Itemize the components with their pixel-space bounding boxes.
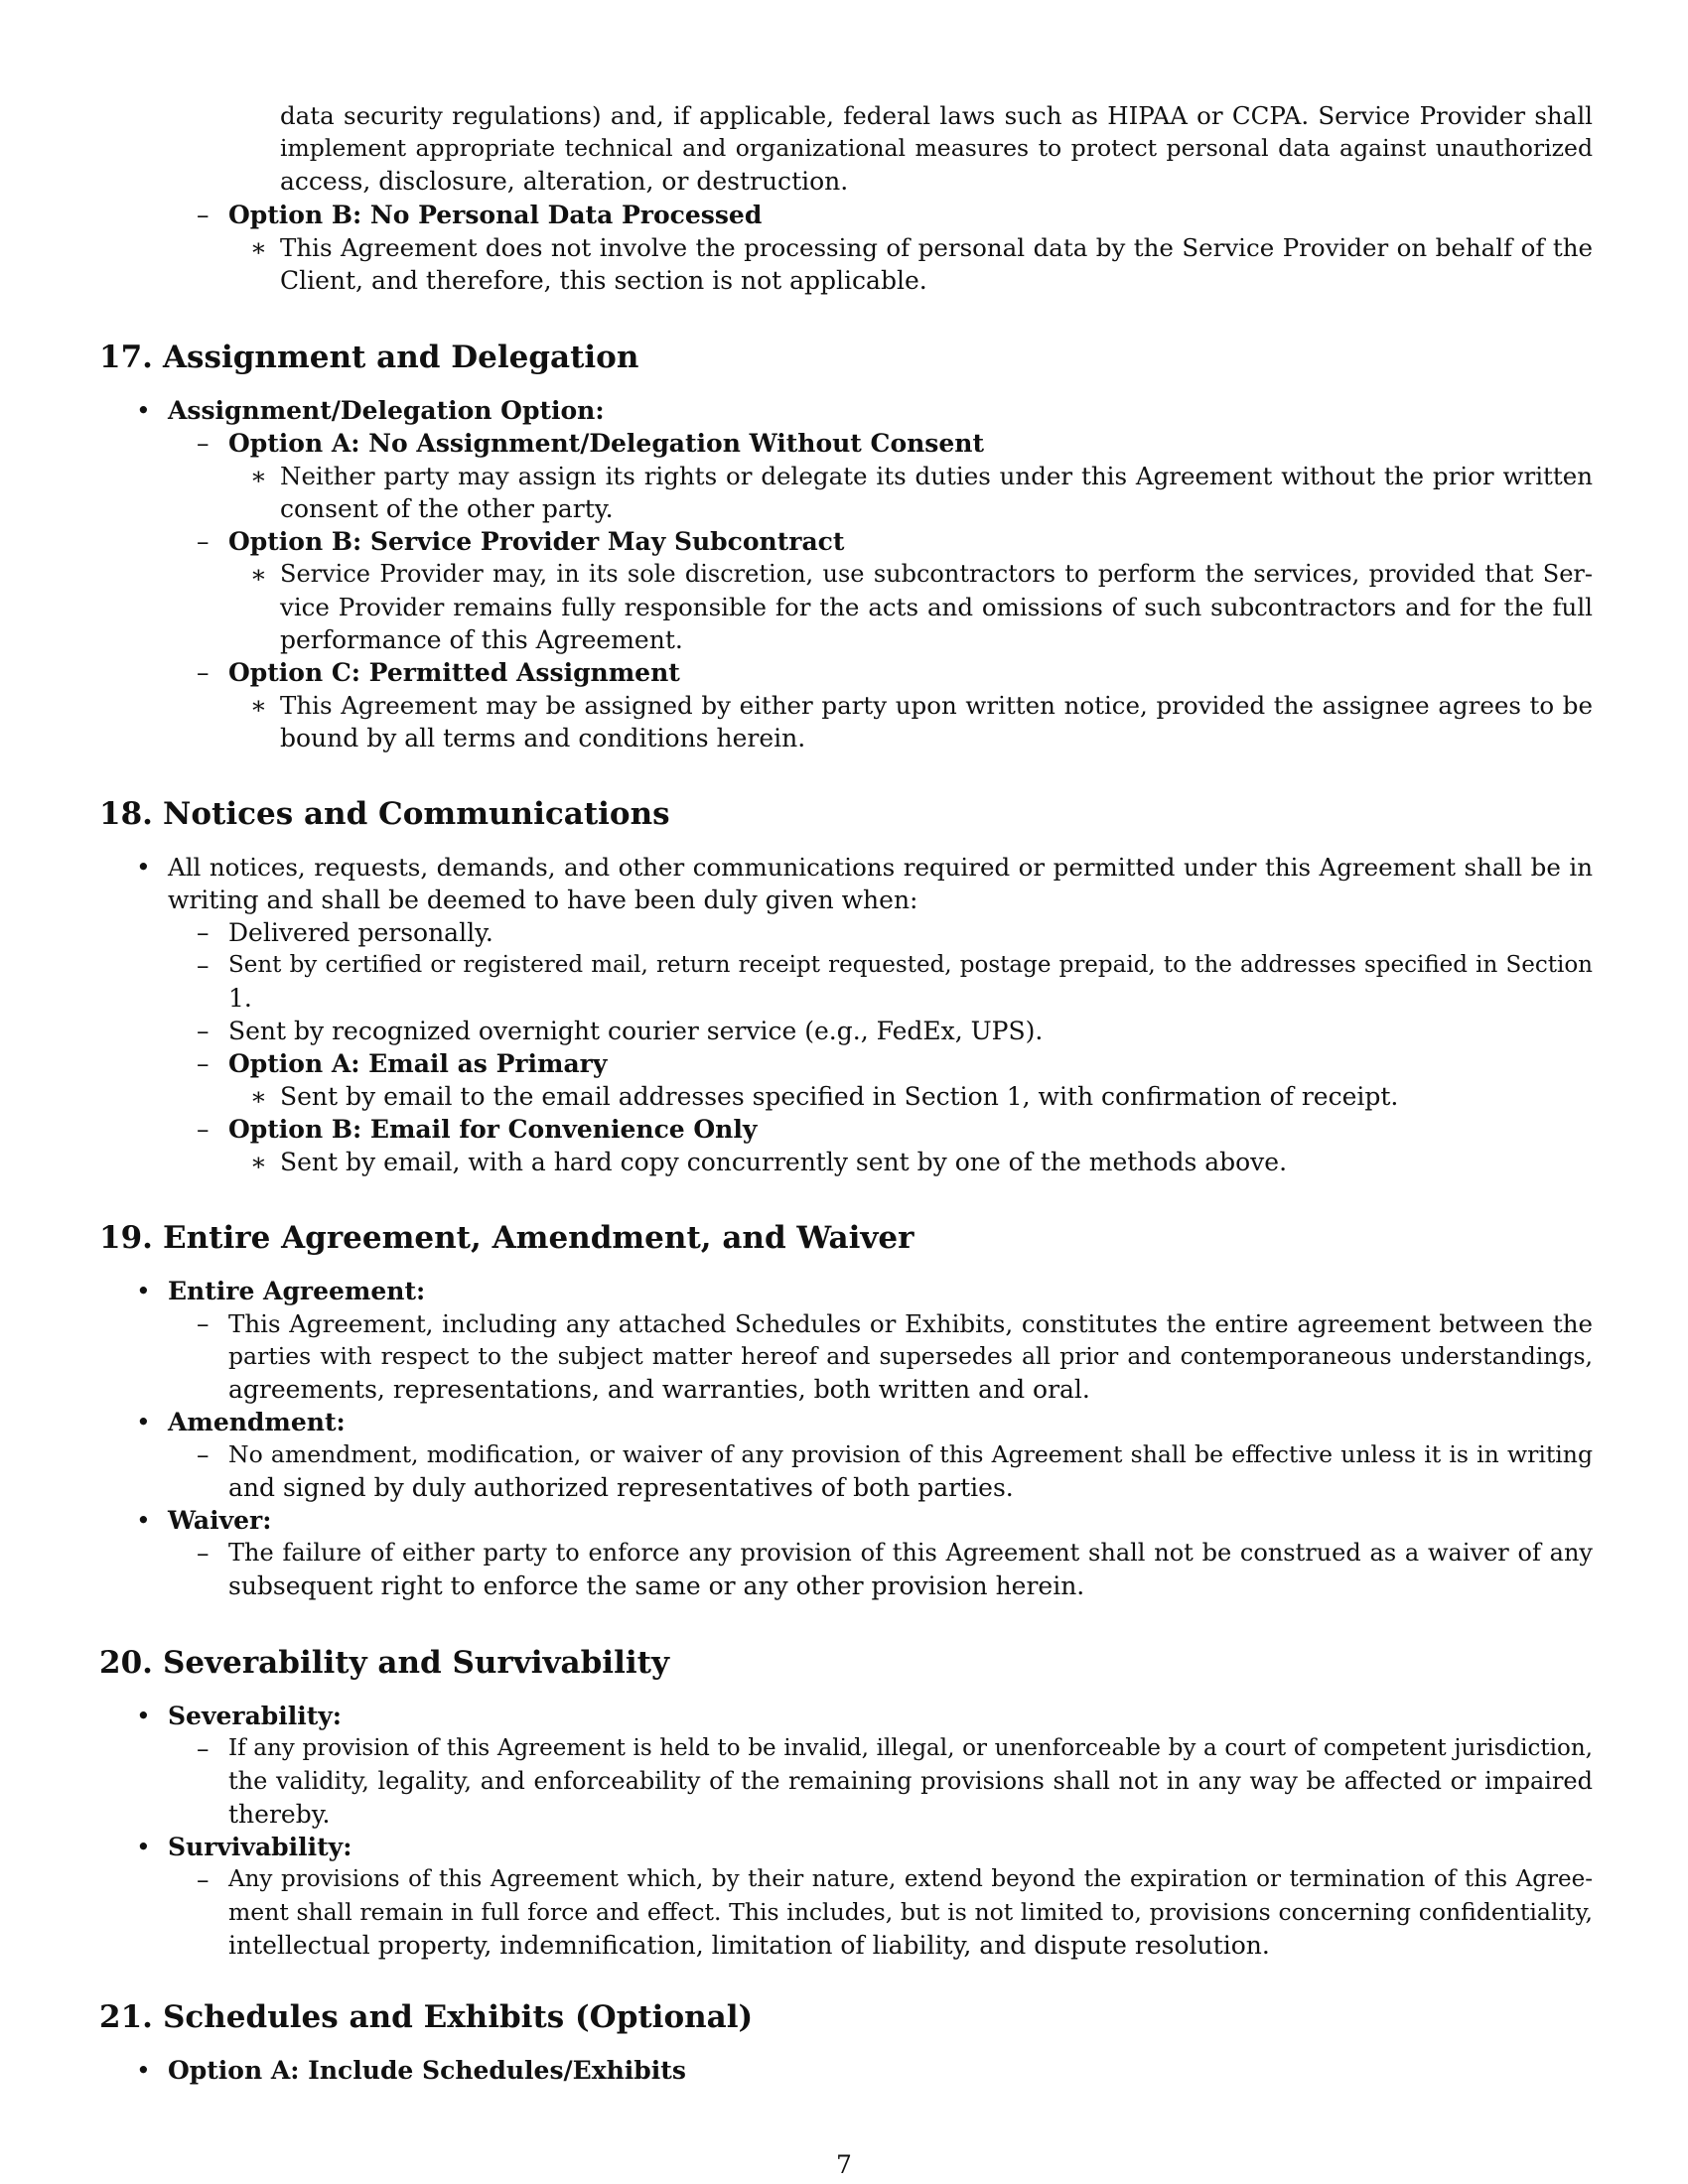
paragraph-line: thereby. [228,1800,331,1829]
asterisk-marker: ∗ [250,1148,267,1176]
option-label: Option B: Service Provider May Subcontract [228,527,845,556]
asterisk-marker: ∗ [250,560,267,589]
bullet-label: Option A: Include Schedules/Exhibits [168,2056,686,2085]
paragraph-line: 1. [228,984,252,1013]
asterisk-marker: ∗ [250,233,267,262]
dash-marker: – [197,1539,210,1568]
bullet-marker: • [136,2056,151,2085]
paragraph-line: consent of the other party. [280,494,614,523]
paragraph-line: Client, and therefore, this section is not applicable. [280,266,927,295]
dash-marker: – [197,1865,210,1894]
list-item: Sent by recognized overnight courier service (e.g., FedEx, UPS). [228,1017,1044,1045]
paragraph-line: writing and shall be deemed to have been duly given when: [168,886,918,914]
bullet-marker: • [136,1408,151,1436]
dash-marker: – [197,1734,210,1763]
paragraph-line: data security regulations) and, if applicable, federal laws such as HIPAA or CCPA. Service Provider shall [280,101,1593,130]
dash-marker: – [197,951,210,980]
bullet-marker: • [136,1506,151,1535]
bullet-marker: • [136,1833,151,1861]
option-label: Option B: Email for Convenience Only [228,1115,758,1144]
paragraph-line: Sent by certified or registered mail, return receipt requested, postage prepaid, to the addresses specified in Section [228,952,1593,978]
paragraph-line: This Agreement may be assigned by either party upon written notice, provided the assignee agrees to be [280,691,1593,720]
section-title: Schedules and Exhibits (Optional) [163,1999,754,2035]
paragraph-line: Neither party may assign its rights or delegate its duties under this Agreement without the prior written [280,462,1593,490]
list-item: Sent by email, with a hard copy concurrently sent by one of the methods above. [280,1148,1288,1176]
paragraph-line: agreements, representations, and warranties, both written and oral. [228,1375,1090,1404]
asterisk-marker: ∗ [250,691,267,720]
bullet-marker: • [136,1277,151,1305]
paragraph-line: subsequent right to enforce the same or any other provision herein. [228,1571,1085,1600]
bullet-label: Assignment/Delegation Option: [168,396,605,425]
bullet-marker: • [136,853,151,882]
section-number: 21. [99,1999,153,2035]
paragraph-line: access, disclosure, alteration, or destruction. [280,167,849,196]
dash-marker: – [197,1049,210,1078]
paragraph-line: bound by all terms and conditions herein. [280,724,806,752]
paragraph-line: The failure of either party to enforce any provision of this Agreement shall not be construed as a waiver of any [228,1539,1593,1567]
bullet-label: Entire Agreement: [168,1277,426,1305]
paragraph-line: ment shall remain in full force and effect. This includes, but is not limited to, provisions concerning confidentiality, [228,1898,1593,1926]
asterisk-marker: ∗ [250,1082,267,1111]
paragraph-line: intellectual property, indemnification, limitation of liability, and dispute resolution. [228,1931,1270,1960]
section-number: 17. [99,340,153,375]
dash-marker: – [197,1017,210,1045]
dash-marker: – [197,201,210,229]
paragraph-line: Any provisions of this Agreement which, by their nature, extend beyond the expiration or termination of this Agree- [228,1866,1593,1892]
list-item: Delivered personally. [228,918,493,947]
bullet-label: Waiver: [168,1506,272,1535]
paragraph-line: No amendment, modification, or waiver of any provision of this Agreement shall be effective unless it is in writing [228,1440,1593,1468]
paragraph-line: This Agreement does not involve the processing of personal data by the Service Provider on behalf of the [280,233,1593,262]
page-number: 7 [836,2150,852,2179]
section-title: Notices and Communications [163,796,670,832]
option-label: Option A: No Assignment/Delegation Without Consent [228,429,985,458]
bullet-marker: • [136,396,151,425]
section-number: 18. [99,796,153,832]
section-number: 19. [99,1220,153,1256]
paragraph-line: vice Provider remains fully responsible for the acts and omissions of such subcontractors and for the full [280,593,1593,621]
dash-marker: – [197,1440,210,1469]
bullet-label: Severability: [168,1702,343,1730]
bullet-label: Amendment: [168,1408,346,1436]
dash-marker: – [197,429,210,458]
paragraph-line: implement appropriate technical and organizational measures to protect personal data against unauthorized [280,134,1593,162]
dash-marker: – [197,1115,210,1144]
dash-marker: – [197,527,210,556]
option-label: Option B: No Personal Data Processed [228,201,763,229]
paragraph-line: the validity, legality, and enforceability of the remaining provisions shall not in any way be affected or impaired [228,1767,1593,1795]
paragraph-line: If any provision of this Agreement is held to be invalid, illegal, or unenforceable by a court of competent jurisdiction, [228,1735,1593,1761]
paragraph-line: This Agreement, including any attached Schedules or Exhibits, constitutes the entire agreement between the [228,1309,1593,1338]
section-title: Entire Agreement, Amendment, and Waiver [163,1220,914,1256]
section-title: Severability and Survivability [163,1645,669,1681]
paragraph-line: and signed by duly authorized representatives of both parties. [228,1473,1014,1502]
bullet-marker: • [136,1702,151,1730]
paragraph-line: Service Provider may, in its sole discretion, use subcontractors to perform the services, provided that Ser- [280,560,1593,588]
section-title: Assignment and Delegation [163,340,639,375]
asterisk-marker: ∗ [250,462,267,490]
section-number: 20. [99,1645,153,1681]
dash-marker: – [197,1309,210,1338]
dash-marker: – [197,918,210,947]
paragraph-line: performance of this Agreement. [280,625,683,654]
dash-marker: – [197,658,210,687]
paragraph-line: All notices, requests, demands, and other communications required or permitted under this Agreement shall be in [168,853,1593,882]
option-label: Option A: Email as Primary [228,1049,608,1078]
paragraph-line: parties with respect to the subject matter hereof and supersedes all prior and contemporaneous understandings, [228,1342,1593,1370]
list-item: Sent by email to the email addresses specified in Section 1, with confirmation of receipt. [280,1082,1399,1111]
bullet-label: Survivability: [168,1833,352,1861]
option-label: Option C: Permitted Assignment [228,658,680,687]
